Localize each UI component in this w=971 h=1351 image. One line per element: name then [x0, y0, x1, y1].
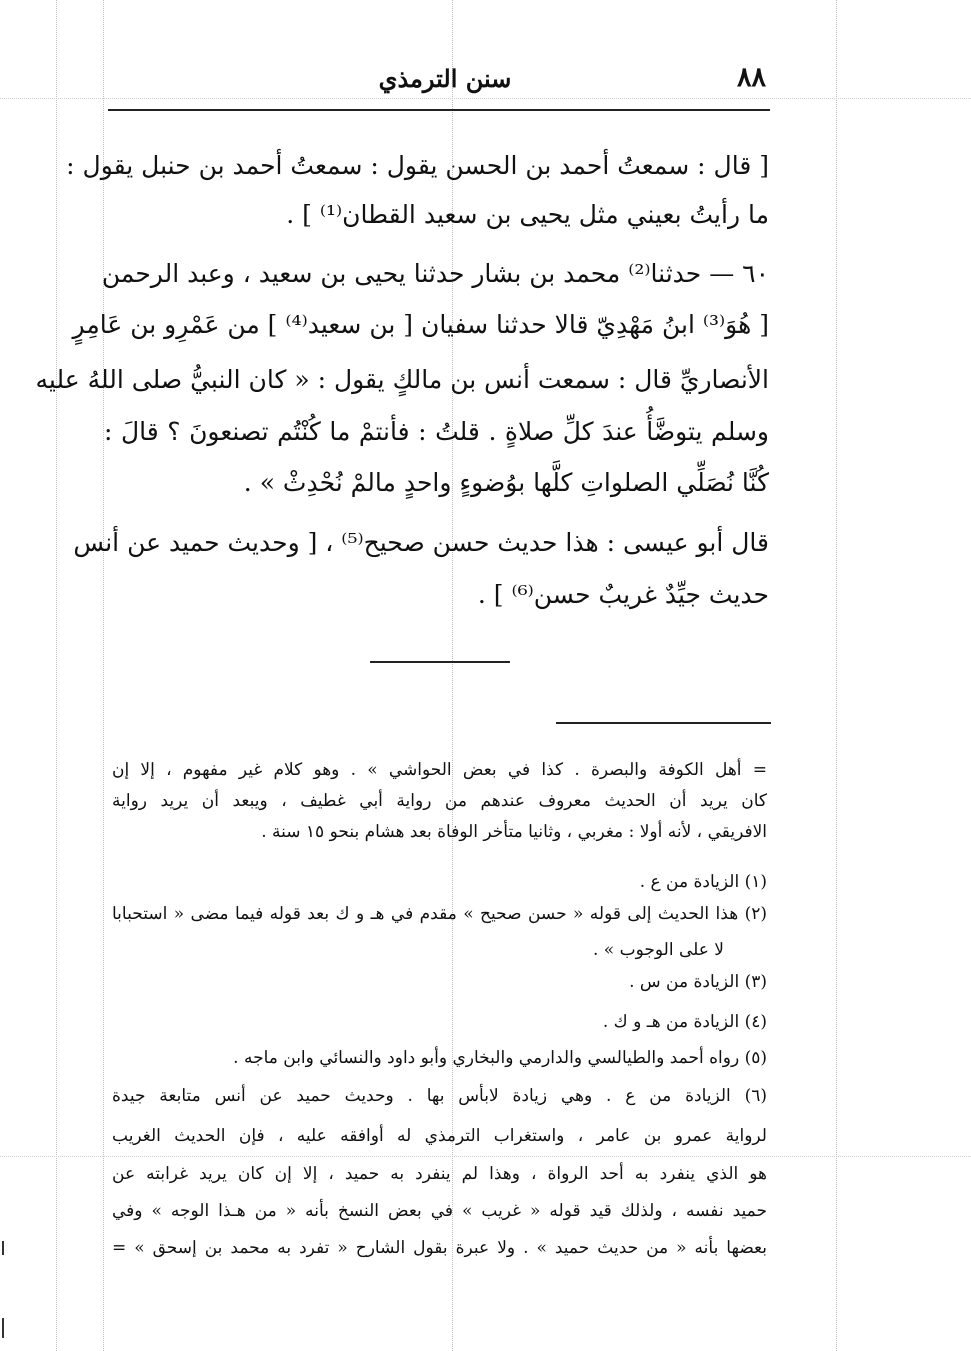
- footnote-line: بعضها بأنه « من حديث حميد » . ولا عبرة بقول الشارح « تفرد به محمد بن إسحق » =: [112, 1238, 767, 1258]
- main-text-line: ما رأيتُ بعيني مثل يحيى بن سعيد القطان⁽¹⁾ ] .: [286, 200, 769, 229]
- hadith-60-line: ٦٠ — حدثنا⁽²⁾ محمد بن بشار حدثنا يحيى بن سعيد ، وعبد الرحمن: [101, 259, 769, 288]
- main-text-line: [ قال : سمعتُ أحمد بن الحسن يقول : سمعتُ أحمد بن حنبل يقول :: [66, 151, 769, 180]
- scan-artifact-line: [56, 0, 57, 1351]
- main-text-line: كُنَّا نُصَلِّي الصلواتِ كلَّها بوُضوءٍ واحدٍ مالمْ نُحْدِثْ » .: [243, 468, 769, 497]
- edge-mark: [2, 1241, 4, 1255]
- footnote-rule: [556, 722, 771, 724]
- footnote-line: الافريقي ، لأنه أولا : مغربي ، وثانيا متأخر الوفاة بعد هشام بنحو ١٥ سنة .: [261, 822, 767, 842]
- footnote-line: = أهل الكوفة والبصرة . كذا في بعض الحواشي » . وهو كلام غير مفهوم ، إلا إن: [112, 760, 767, 780]
- scan-artifact-line: [836, 0, 837, 1351]
- section-divider: [370, 661, 510, 663]
- footnote-line: كان يريد أن الحديث معروف عندهم من رواية أبي غطيف ، ويبعد أن يريد رواية: [112, 791, 767, 811]
- footnote-1: (١) الزيادة من ع .: [639, 872, 767, 892]
- header-rule: [108, 109, 770, 111]
- main-text-line: الأنصاريِّ قال : سمعت أنس بن مالكٍ يقول : « كان النبيُّ صلى اللهُ عليه: [35, 365, 769, 394]
- scan-artifact-line: [0, 1156, 971, 1157]
- edge-mark: [2, 1318, 4, 1338]
- page-number: ٨٨: [736, 62, 766, 93]
- footnote-6: (٦) الزيادة من ع . وهي زيادة لابأس بها . وحديث حميد عن أنس متابعة جيدة: [112, 1086, 767, 1106]
- footnote-3: (٣) الزيادة من س .: [629, 972, 767, 992]
- main-text-line: حديث جيِّدٌ غريبٌ حسن⁽⁶⁾ ] .: [477, 580, 769, 609]
- footnote-line: حميد نفسه ، ولذلك قيد قوله « غريب » في بعض النسخ بأنه « من هـذا الوجه » وفي: [112, 1201, 767, 1221]
- main-text-line: قال أبو عيسى : هذا حديث حسن صحيح⁽⁵⁾ ، [ وحديث حميد عن أنس: [73, 528, 769, 557]
- footnote-4: (٤) الزيادة من هـ و ك .: [602, 1012, 767, 1032]
- footnote-2: (٢) هذا الحديث إلى قوله « حسن صحيح » مقدم في هـ و ك بعد قوله فيما مضى « استحبابا: [112, 904, 767, 924]
- footnote-line: هو الذي ينفرد به أحد الرواة ، وهذا لم ينفرد به حميد ، إلا إن كان يريد غرابته عن: [112, 1164, 767, 1184]
- footnote-line: لا على الوجوب » .: [592, 940, 724, 960]
- footnote-5: (٥) رواه أحمد والطيالسي والدارمي والبخاري وأبو داود والنسائي وابن ماجه .: [233, 1048, 767, 1068]
- running-title: سنن الترمذي: [378, 64, 512, 93]
- footnote-line: لرواية عمرو بن عامر ، واستغراب الترمذي له أوافقه عليه ، فإن الحديث الغريب: [112, 1126, 767, 1146]
- main-text-line: وسلم يتوضَّأُ عندَ كلِّ صلاةٍ . قلتُ : فأنتمْ ما كُنْتُم تصنعونَ ؟ قالَ :: [104, 417, 769, 446]
- main-text-line: [ هُوَ⁽³⁾ ابنُ مَهْدِيّ قالا حدثنا سفيان [ بن سعيد⁽⁴⁾ ] من عَمْرِو بن عَامِرٍ: [72, 310, 769, 339]
- scan-artifact-line: [0, 98, 971, 99]
